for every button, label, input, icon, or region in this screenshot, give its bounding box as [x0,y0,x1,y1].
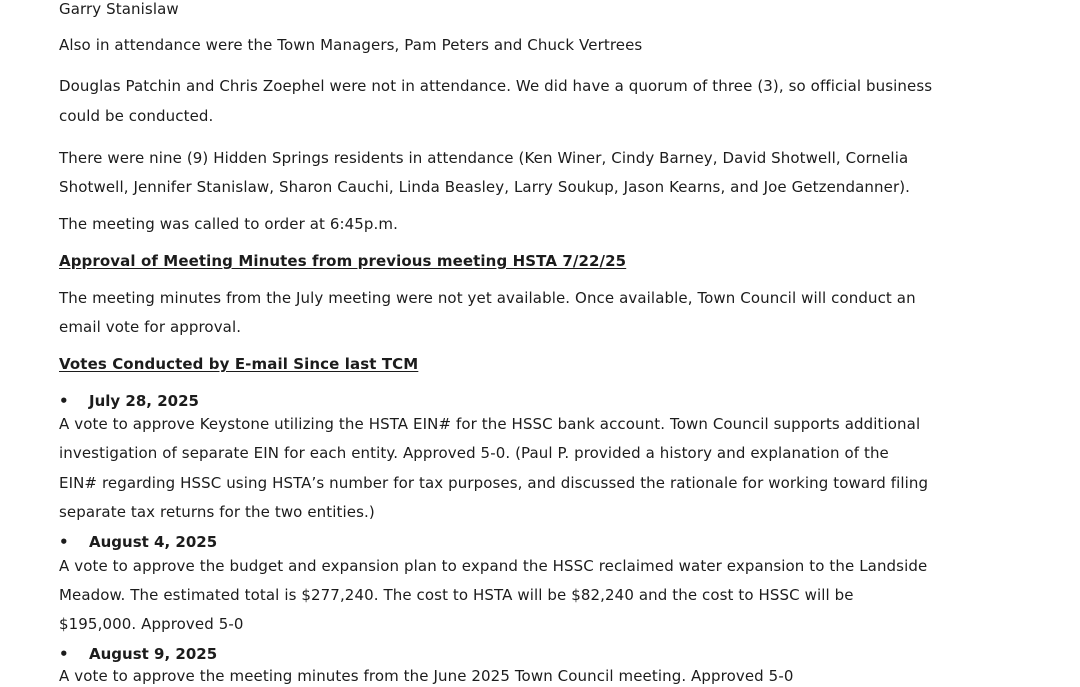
managers-attendance: Also in attendance were the Town Managers, Pam Peters and Chuck Vertrees [59,36,643,54]
bullet-icon: • [59,533,69,551]
approval-text-line-1: The meeting minutes from the July meeting were not yet available. Once available, Town Council will conduct an [59,289,916,307]
bullet-icon: • [59,392,69,410]
vote-text-line: Meadow. The estimated total is $277,240. The cost to HSTA will be $82,240 and the cost to HSSC will be [59,586,854,604]
attendee-name: Garry Stanislaw [59,0,179,18]
vote-text-line: A vote to approve the budget and expansion plan to expand the HSSC reclaimed water expansion to the Landside [59,557,928,575]
residents-line-2: Shotwell, Jennifer Stanislaw, Sharon Cauchi, Linda Beasley, Larry Soukup, Jason Kearns, and Joe Getzendanner). [59,178,911,196]
vote-item-date-row [59,531,217,553]
approval-heading: Approval of Meeting Minutes from previous meeting HSTA 7/22/25 [59,252,627,270]
approval-text-line-2: email vote for approval. [59,318,242,336]
vote-text-line: $195,000. Approved 5-0 [59,615,244,633]
vote-text-line: investigation of separate EIN for each entity. Approved 5-0. (Paul P. provided a history and explanation of the [59,444,889,462]
vote-text-line: separate tax returns for the two entities.) [59,503,375,521]
call-to-order: The meeting was called to order at 6:45p.m. [59,215,399,233]
absent-members-line-1: Douglas Patchin and Chris Zoephel were not in attendance. We did have a quorum of three (3), so official business [59,77,933,95]
residents-line-1: There were nine (9) Hidden Springs residents in attendance (Ken Winer, Cindy Barney, David Shotwell, Cornelia [59,149,909,167]
vote-item-date-row [59,643,217,665]
vote-date: August 9, 2025 [89,645,218,663]
vote-text-line: A vote to approve Keystone utilizing the HSTA EIN# for the HSSC bank account. Town Council supports additional [59,415,921,433]
votes-heading: Votes Conducted by E-mail Since last TCM [59,355,419,373]
vote-text-line: EIN# regarding HSSC using HSTA’s number for tax purposes, and discussed the rationale for working toward filing [59,474,929,492]
vote-item-date-row [59,390,199,412]
bullet-icon: • [59,645,69,663]
absent-members-line-2: could be conducted. [59,107,214,125]
vote-text-line: A vote to approve the meeting minutes from the June 2025 Town Council meeting. Approved 5-0 [59,667,794,685]
vote-date: August 4, 2025 [89,533,218,551]
vote-date: July 28, 2025 [89,392,199,410]
